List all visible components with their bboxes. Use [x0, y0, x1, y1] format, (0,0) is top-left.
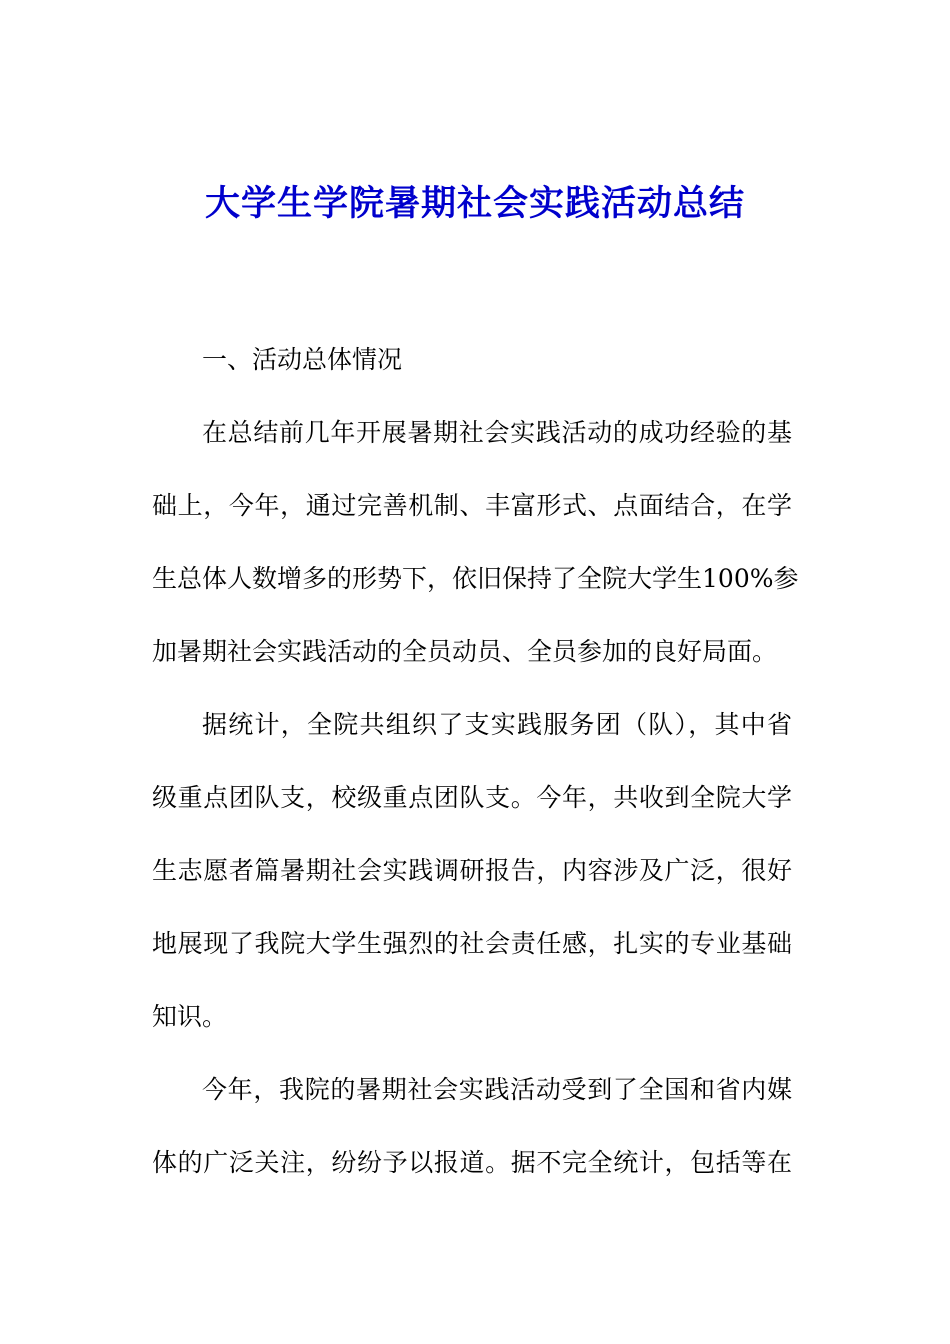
paragraph-line: 级重点团队支，校级重点团队支。今年，共收到全院大学 — [152, 783, 792, 812]
paragraph-line: 知识。 — [152, 1002, 228, 1031]
paragraph-line: 础上，今年，通过完善机制、丰富形式、点面结合，在学 — [152, 491, 792, 520]
document-body — [152, 323, 799, 1199]
paragraph-line: 加暑期社会实践活动的全员动员、全员参加的良好局面。 — [152, 637, 778, 666]
document-title: 大学生学院暑期社会实践活动总结 — [204, 183, 745, 224]
paragraph-line: 生总体人数增多的形势下，依旧保持了全院大学生100%参 — [152, 564, 799, 593]
paragraph-line: 今年，我院的暑期社会实践活动受到了全国和省内媒 — [202, 1075, 792, 1104]
paragraph-line: 据统计，全院共组织了支实践服务团（队），其中省 — [202, 710, 792, 739]
paragraph-line: 体的广泛关注，纷纷予以报道。据不完全统计，包括等在 — [152, 1148, 792, 1177]
paragraph-line: 在总结前几年开展暑期社会实践活动的成功经验的基 — [202, 418, 792, 447]
paragraph-line: 地展现了我院大学生强烈的社会责任感，扎实的专业基础 — [152, 929, 792, 958]
paragraph-line: 生志愿者篇暑期社会实践调研报告，内容涉及广泛，很好 — [152, 856, 792, 885]
section-heading: 一、活动总体情况 — [202, 345, 403, 374]
